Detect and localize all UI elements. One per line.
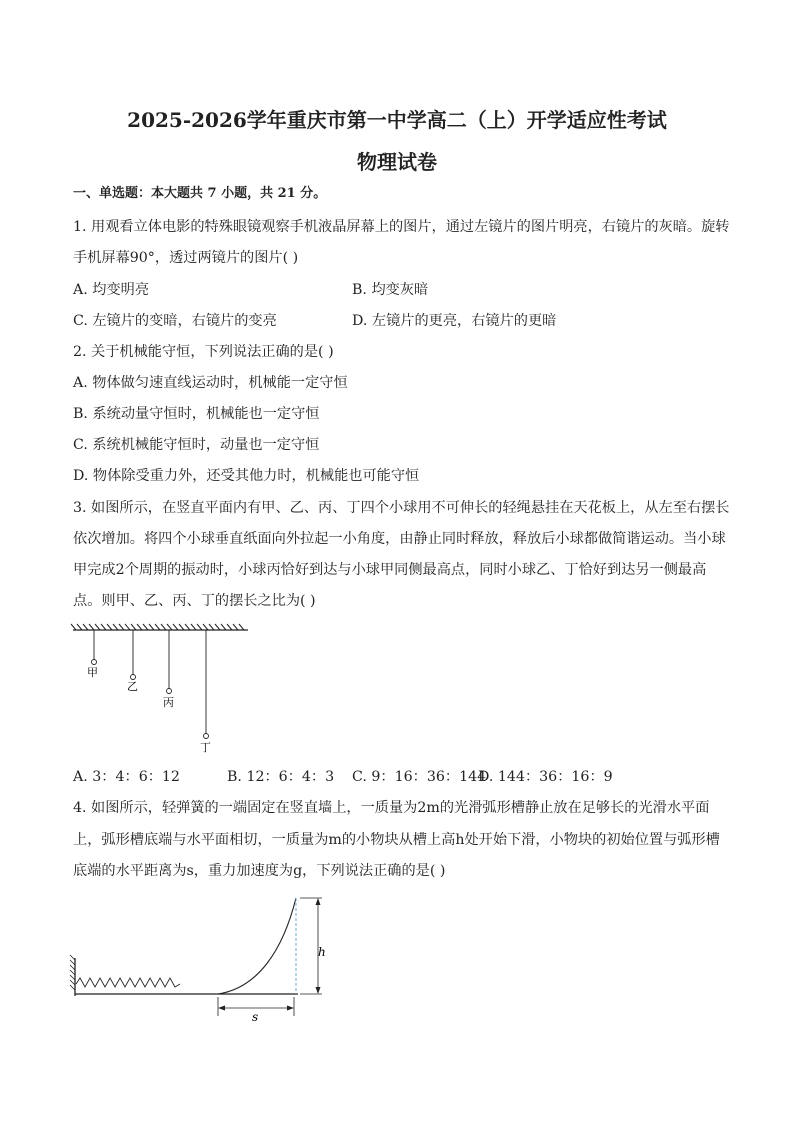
q2-option-d: D. 物体除受重力外，还受其他力时，机械能也可能守恒 (73, 468, 420, 484)
ceiling (71, 624, 248, 630)
wall-hatch (70, 965, 75, 970)
pendulum-ball-bing (167, 689, 172, 694)
ceiling-hatch (215, 624, 220, 630)
ceiling-hatch (209, 624, 214, 630)
ceiling-hatch (233, 624, 238, 630)
ceiling-hatch (131, 624, 136, 630)
label-ding: 丁 (200, 741, 211, 754)
label-jia: 甲 (87, 666, 98, 679)
ceiling-hatch (89, 624, 94, 630)
pendulum-ball-ding (204, 734, 209, 739)
q3-option-d: D. 144：36：16：9 (478, 769, 613, 785)
ceiling-hatch (167, 624, 172, 630)
ceiling-hatch (179, 624, 184, 630)
ceiling-hatch (101, 624, 106, 630)
ceiling-hatch (77, 624, 82, 630)
ceiling-hatch (107, 624, 112, 630)
ceiling-hatch (143, 624, 148, 630)
ceiling-hatch (161, 624, 166, 630)
q3-stem-line4: 点。则甲、乙、丙、丁的摆长之比为( ) (73, 593, 316, 609)
ceiling-hatch (203, 624, 208, 630)
q4-stem-line2: 上，弧形槽底端与水平面相切，一质量为m的小物块从槽上高h处开始下滑，小物块的初始位置与弧形槽 (73, 832, 720, 848)
ceiling-hatch (173, 624, 178, 630)
ceiling-hatch (71, 624, 76, 630)
ceiling-hatch (137, 624, 142, 630)
q2-option-c: C. 系统机械能守恒时，动量也一定守恒 (73, 437, 320, 453)
ceiling-hatch (125, 624, 130, 630)
label-bing: 丙 (163, 696, 174, 709)
q1-stem-line2: 手机屏幕90°，透过两镜片的图片( ) (73, 250, 299, 266)
ceiling-hatch (239, 624, 244, 630)
spring-groove-figure (68, 890, 338, 1025)
ceiling-hatch (221, 624, 226, 630)
q3-stem-line3: 甲完成2个周期的振动时，小球丙恰好到达与小球甲同侧最高点，同时小球乙、丁恰好到达另一侧最高 (73, 562, 707, 578)
wall-hatch (70, 970, 75, 975)
groove-arc (218, 898, 296, 994)
wall-hatch (70, 960, 75, 965)
q1-stem-line1: 1. 用观看立体电影的特殊眼镜观察手机液晶屏幕上的图片，通过左镜片的图片明亮，右镜片的灰暗。旋转 (73, 219, 730, 235)
q4-stem-line3: 底端的水平距离为s，重力加速度为g，下列说法正确的是( ) (73, 863, 446, 879)
ceiling-hatch (119, 624, 124, 630)
wall-hatch (70, 955, 75, 960)
ceiling-hatch (197, 624, 202, 630)
q3-stem-line2: 依次增加。将四个小球垂直纸面向外拉起一小角度，由静止同时释放，释放后小球都做简谐运动。当小球 (73, 531, 726, 547)
pendulum-ball-jia (92, 660, 97, 665)
ceiling-hatch (83, 624, 88, 630)
section-heading: 一、单选题：本大题共 7 小题，共 21 分。 (73, 186, 327, 201)
q1-option-b: B. 均变灰暗 (352, 282, 429, 298)
ceiling-hatch (191, 624, 196, 630)
q1-option-a: A. 均变明亮 (73, 282, 150, 298)
q3-option-a: A. 3：4：6：12 (73, 769, 180, 785)
q3-option-c: C. 9：16：36：144 (352, 769, 487, 785)
ceiling-hatch (113, 624, 118, 630)
label-h: h (318, 945, 326, 959)
q1-option-d: D. 左镜片的更亮，右镜片的更暗 (352, 313, 557, 329)
ceiling-hatch (185, 624, 190, 630)
exam-subtitle: 物理试卷 (357, 150, 437, 174)
label-s: s (252, 1010, 259, 1024)
ceiling-hatch (95, 624, 100, 630)
label-yi: 乙 (127, 680, 138, 693)
wall-hatch (70, 985, 75, 990)
q3-option-b: B. 12：6：4：3 (227, 769, 335, 785)
ceiling-hatch (155, 624, 160, 630)
q3-stem-line1: 3. 如图所示，在竖直平面内有甲、乙、丙、丁四个小球用不可伸长的轻绳悬挂在天花板上，从左至右摆长 (73, 500, 730, 516)
wall-hatch (70, 980, 75, 985)
ceiling-hatch (227, 624, 232, 630)
pendulum-ball-yi (131, 675, 136, 680)
wall-hatch (70, 975, 75, 980)
q4-stem-line1: 4. 如图所示，轻弹簧的一端固定在竖直墙上，一质量为2m的光滑弧形槽静止放在足够长的光滑水平面 (73, 800, 710, 816)
q2-stem: 2. 关于机械能守恒，下列说法正确的是( ) (73, 344, 334, 360)
exam-title: 2025-2026学年重庆市第一中学高二（上）开学适应性考试 (127, 108, 667, 132)
ceiling-hatch (149, 624, 154, 630)
pendulum-figure (70, 620, 255, 760)
spring (76, 978, 180, 987)
q2-option-b: B. 系统动量守恒时，机械能也一定守恒 (73, 406, 320, 422)
q1-option-c: C. 左镜片的变暗，右镜片的变亮 (73, 313, 277, 329)
q2-option-a: A. 物体做匀速直线运动时，机械能一定守恒 (73, 375, 348, 391)
